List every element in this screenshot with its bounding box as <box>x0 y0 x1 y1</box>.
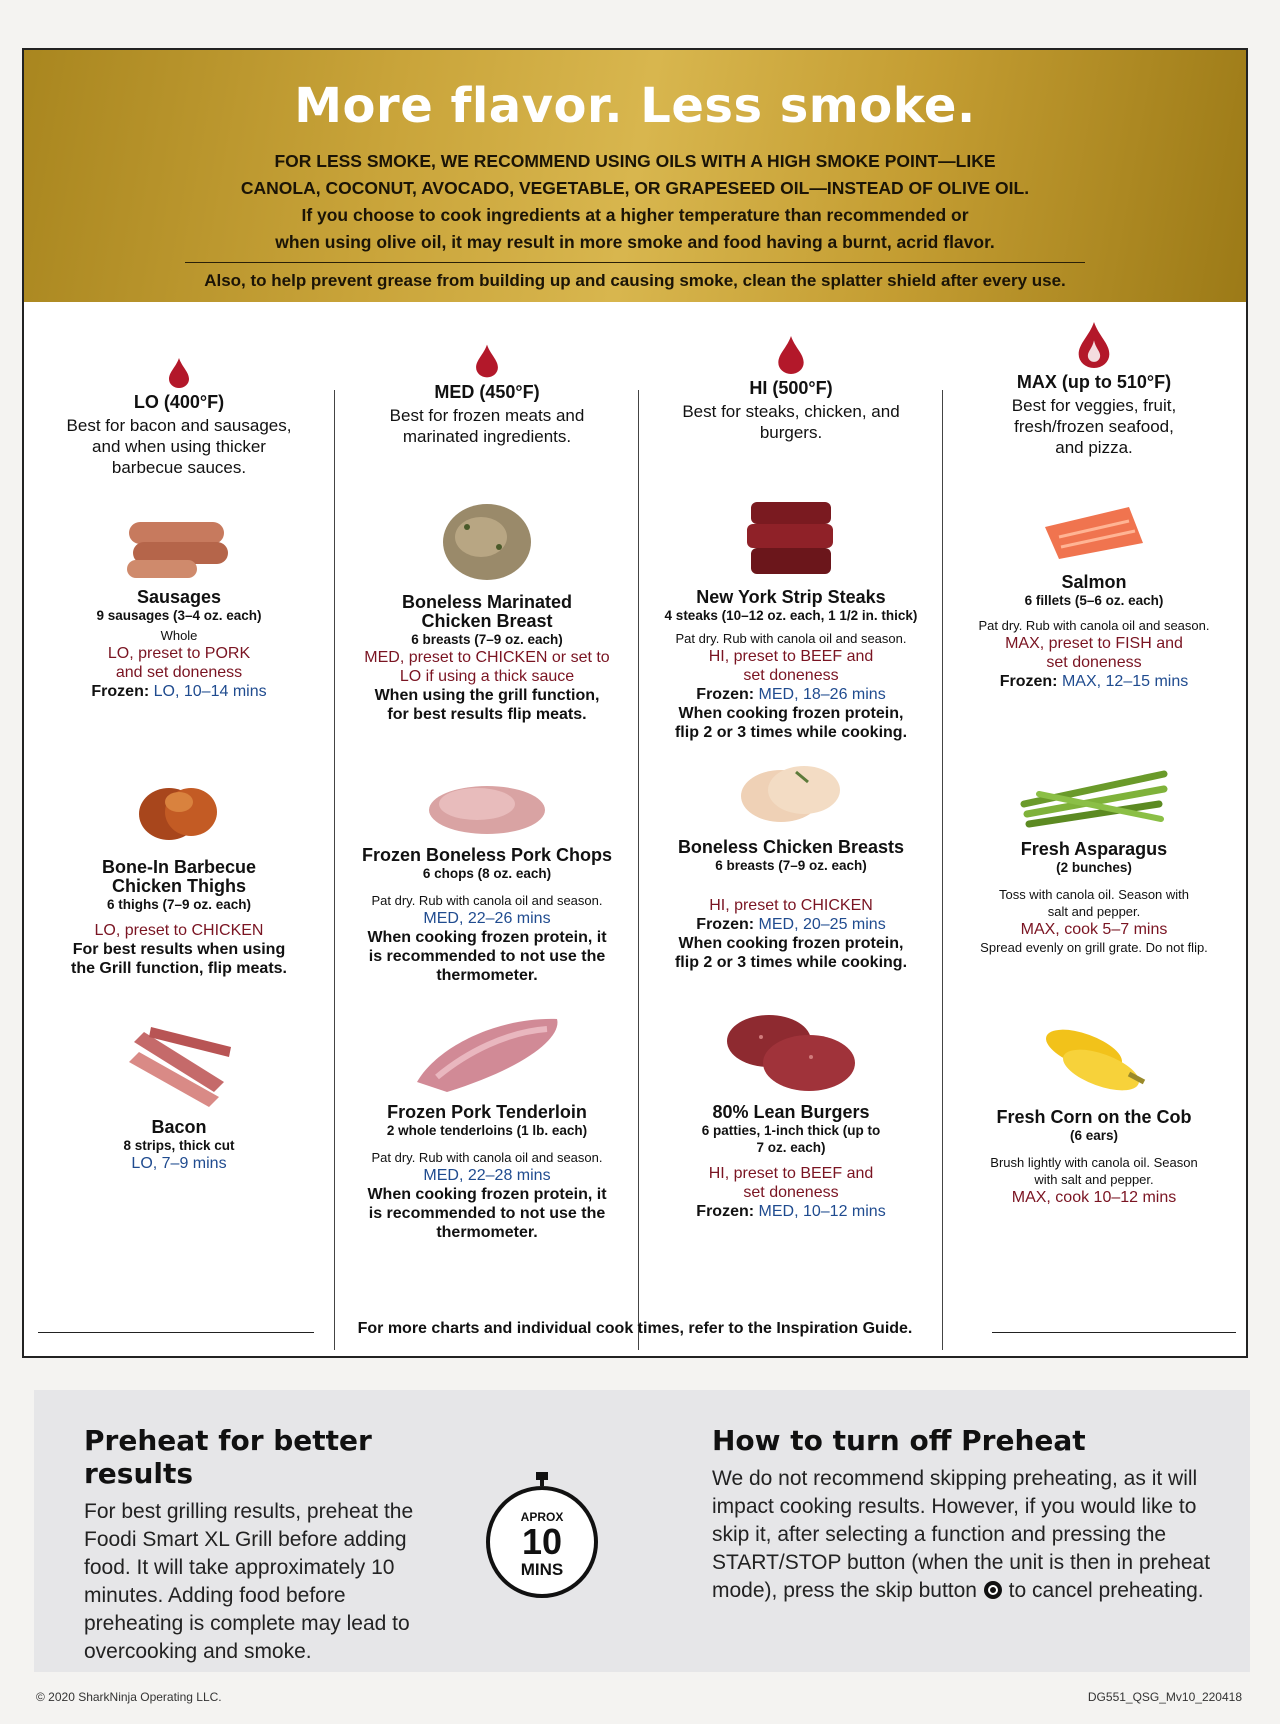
pork-tenderloin-icon <box>407 1007 567 1097</box>
frozen-label: Frozen: <box>696 1203 755 1220</box>
column-divider <box>942 390 943 1350</box>
banner-line-1: FOR LESS SMOKE, WE RECOMMEND USING OILS WITH A HIGH SMOKE POINT—LIKE <box>274 151 996 171</box>
food-item-chicken-thighs <box>29 772 329 978</box>
food-name: Boneless Chicken Breasts <box>677 837 905 857</box>
skip-button-icon <box>983 1580 1003 1600</box>
frozen-label: Frozen: <box>696 686 755 703</box>
food-name: Fresh Asparagus <box>1020 839 1168 859</box>
food-item-burgers <box>641 1007 941 1221</box>
food-name: New York Strip Steaks <box>696 587 886 607</box>
flame-drop-icon <box>1076 322 1112 368</box>
smoke-banner <box>24 50 1246 302</box>
frozen-label: Frozen: <box>999 673 1058 690</box>
food-qty: (2 bunches) <box>1056 860 1132 875</box>
food-qty: 2 whole tenderloins (1 lb. each) <box>386 1123 588 1138</box>
burgers-icon <box>721 1007 861 1097</box>
heat-desc: Best for bacon and sausages, and when using thicker barbecue sauces. <box>66 416 292 477</box>
cook-time: LO, 7–9 mins <box>131 1155 227 1172</box>
banner-line-4: when using olive oil, it may result in more smoke and food having a burnt, acrid flavor. <box>275 232 995 252</box>
food-setting: MAX, cook 10–12 mins <box>1011 1189 1177 1206</box>
food-prep: Pat dry. Rub with canola oil and season. <box>371 893 603 908</box>
food-prep: Toss with canola oil. Season with salt and pepper. <box>998 887 1190 919</box>
frozen-time: MED, 10–12 mins <box>758 1203 886 1220</box>
cook-time: MED, 22–26 mins <box>423 910 551 927</box>
food-note: For best results when using the Grill function, flip meats. <box>70 941 287 977</box>
food-prep: Pat dry. Rub with canola oil and season. <box>371 1150 603 1165</box>
turn-off-body <box>712 1465 1212 1605</box>
flame-drop-icon <box>777 336 805 374</box>
cook-time: MED, 22–28 mins <box>423 1167 551 1184</box>
preheat-info <box>84 1424 444 1666</box>
food-prep: Pat dry. Rub with canola oil and season. <box>978 618 1210 633</box>
cooking-chart-sheet <box>22 48 1248 1358</box>
food-setting: HI, preset to BEEF and set doneness <box>708 1165 874 1201</box>
food-setting: MAX, cook 5–7 mins <box>1020 921 1168 938</box>
timer-label <box>482 1510 602 1580</box>
inspiration-guide-note: For more charts and individual cook times, refer to the Inspiration Guide. <box>357 1320 913 1337</box>
banner-line-3: If you choose to cook ingredients at a higher temperature than recommended or <box>301 205 969 225</box>
food-setting: LO, preset to PORK and set doneness <box>107 645 251 681</box>
timer-unit: MINS <box>520 1560 564 1579</box>
food-item-marinated-chicken <box>337 497 637 724</box>
timer-number: 10 <box>521 1521 563 1562</box>
food-qty: 6 thighs (7–9 oz. each) <box>106 897 252 912</box>
food-item-asparagus <box>944 764 1244 956</box>
timer-top: APROX <box>520 1510 564 1524</box>
corn-icon <box>1039 1012 1149 1102</box>
food-setting: LO, preset to CHICKEN <box>94 922 264 939</box>
food-qty: (6 ears) <box>1069 1128 1119 1143</box>
chicken-thighs-icon <box>129 772 229 852</box>
banner-also: Also, to help prevent grease from building up and causing smoke, clean the splatter shield after every use. <box>204 271 1066 290</box>
column-hi <box>641 302 941 1332</box>
food-item-strip-steaks <box>641 492 941 742</box>
column-divider <box>334 390 335 1350</box>
frozen-time: MED, 20–25 mins <box>758 916 886 933</box>
food-qty: 6 breasts (7–9 oz. each) <box>715 858 867 873</box>
copyright: © 2020 SharkNinja Operating LLC. <box>36 1690 222 1704</box>
food-name: Bacon <box>151 1117 207 1137</box>
food-prep: Brush lightly with canola oil. Season with salt and pepper. <box>990 1155 1198 1187</box>
food-note: When using the grill function, for best results flip meats. <box>374 687 600 723</box>
heat-desc: Best for frozen meats and marinated ingredients. <box>389 406 585 446</box>
heat-desc: Best for veggies, fruit, fresh/frozen seafood, and pizza. <box>1011 396 1177 457</box>
food-name: Boneless Marinated Chicken Breast <box>401 592 573 631</box>
column-med <box>337 302 637 1332</box>
food-name: Frozen Pork Tenderloin <box>387 1102 587 1122</box>
column-lo <box>29 302 329 1332</box>
heat-desc: Best for steaks, chicken, and burgers. <box>682 402 900 442</box>
turn-off-title: How to turn off Preheat <box>712 1424 1086 1457</box>
food-note: Spread evenly on grill grate. Do not flip. <box>980 940 1208 955</box>
food-item-corn <box>944 1012 1244 1207</box>
frozen-time: MED, 18–26 mins <box>758 686 886 703</box>
food-setting: HI, preset to BEEF and set doneness <box>708 648 874 684</box>
food-qty: 9 sausages (3–4 oz. each) <box>96 608 262 623</box>
document-code: DG551_QSG_Mv10_220418 <box>1087 1690 1242 1704</box>
food-item-bacon <box>29 1022 329 1173</box>
turn-off-body-2: to cancel preheating. <box>1008 1579 1204 1602</box>
banner-line-2: CANOLA, COCONUT, AVOCADO, VEGETABLE, OR GRAPESEED OIL—INSTEAD OF OLIVE OIL. <box>240 178 1030 198</box>
food-item-chicken-breasts <box>641 752 941 972</box>
steaks-icon <box>741 492 841 582</box>
food-name: Frozen Boneless Pork Chops <box>361 845 613 865</box>
food-note: When cooking frozen protein, it is recommended to not use the thermometer. <box>367 1186 607 1241</box>
bacon-icon <box>119 1022 239 1112</box>
food-name: Salmon <box>1061 572 1127 592</box>
sausages-icon <box>119 502 239 582</box>
food-setting: MED, preset to CHICKEN or set to LO if using a thick sauce <box>364 649 610 685</box>
preheat-body: For best grilling results, preheat the Foodi Smart XL Grill before adding food. It will take approximately 10 minutes. Adding food before preheating is complete may lead to overcooking and smoke. <box>84 1500 414 1663</box>
food-note: When cooking frozen protein, flip 2 or 3 times while cooking. <box>674 705 908 741</box>
frozen-time: LO, 10–14 mins <box>153 683 267 700</box>
pork-chops-icon <box>422 770 552 840</box>
turn-off-preheat-info <box>712 1424 1212 1605</box>
food-item-pork-tenderloin <box>337 1007 637 1242</box>
preheat-title: Preheat for better results <box>84 1424 372 1490</box>
banner-divider <box>185 262 1085 263</box>
marinated-chicken-icon <box>437 497 537 587</box>
chicken-breasts-icon <box>736 752 846 832</box>
salmon-icon <box>1039 497 1149 567</box>
heat-title: MAX (up to 510°F) <box>1016 372 1172 392</box>
food-note: When cooking frozen protein, it is recommended to not use the thermometer. <box>367 929 607 984</box>
food-qty: 6 fillets (5–6 oz. each) <box>1024 593 1164 608</box>
turn-off-body-1: We do not recommend skipping preheating, as it will impact cooking results. However, if you would like to skip it, after selecting a function and pressing the START/STOP button (when the unit is then in preheat mode), press the skip button <box>712 1467 1211 1602</box>
food-setting: HI, preset to CHICKEN <box>709 897 873 914</box>
food-qty: 6 patties, 1-inch thick (up to 7 oz. each) <box>701 1123 881 1155</box>
column-divider <box>638 390 639 1350</box>
food-name: Sausages <box>136 587 222 607</box>
column-max <box>944 302 1244 1332</box>
flame-drop-icon <box>168 358 190 388</box>
food-setting: MAX, preset to FISH and set doneness <box>1005 635 1183 671</box>
food-qty: 6 chops (8 oz. each) <box>422 866 552 881</box>
flame-drop-icon <box>475 344 499 378</box>
frozen-label: Frozen: <box>91 683 150 700</box>
preheat-panel <box>34 1390 1250 1672</box>
heat-title: MED (450°F) <box>434 382 540 402</box>
food-prep: Pat dry. Rub with canola oil and season. <box>675 631 907 646</box>
food-prep: Whole <box>160 628 198 643</box>
food-qty: 6 breasts (7–9 oz. each) <box>411 632 563 647</box>
banner-headline: More flavor. Less smoke. <box>294 78 976 134</box>
food-name: 80% Lean Burgers <box>712 1102 870 1122</box>
food-name: Bone-In Barbecue Chicken Thighs <box>101 857 257 896</box>
frozen-label: Frozen: <box>696 916 755 933</box>
food-item-salmon <box>944 497 1244 691</box>
food-item-pork-chops <box>337 770 637 985</box>
asparagus-icon <box>1019 764 1169 834</box>
food-item-sausages <box>29 502 329 701</box>
food-note: When cooking frozen protein, flip 2 or 3 times while cooking. <box>674 935 908 971</box>
banner-text <box>24 148 1246 256</box>
frozen-time: MAX, 12–15 mins <box>1061 673 1189 690</box>
food-qty: 4 steaks (10–12 oz. each, 1 1/2 in. thick) <box>664 608 918 623</box>
food-name: Fresh Corn on the Cob <box>996 1107 1192 1127</box>
heat-title: LO (400°F) <box>133 392 225 412</box>
heat-title: HI (500°F) <box>749 378 833 398</box>
food-qty: 8 strips, thick cut <box>123 1138 235 1153</box>
